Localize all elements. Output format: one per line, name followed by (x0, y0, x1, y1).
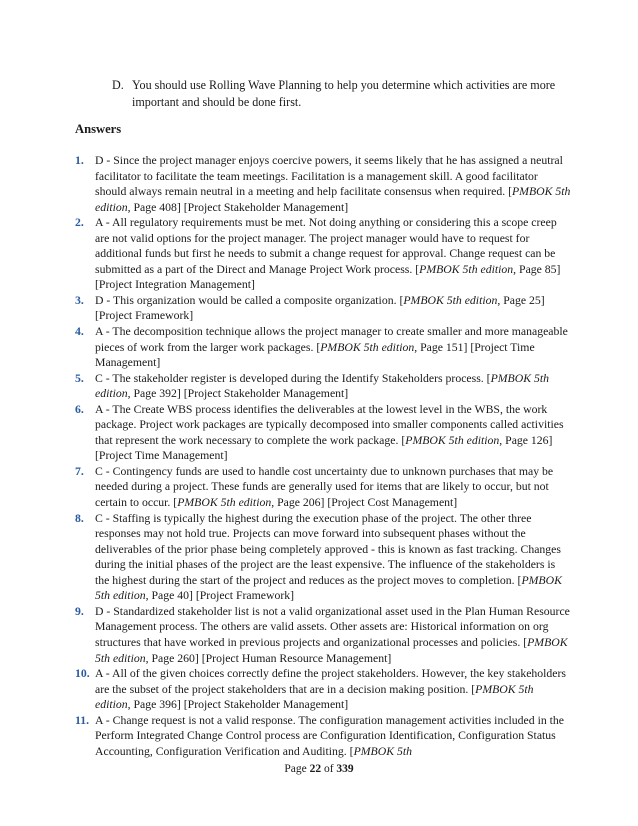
answer-text (95, 713, 572, 760)
answer-text (95, 464, 572, 511)
option-letter: D. (112, 78, 124, 92)
answer-number: 9. (75, 604, 84, 618)
answer-number: 10. (75, 667, 90, 681)
answer-item (75, 713, 572, 760)
answer-number: 8. (75, 511, 84, 525)
reference-title: PMBOK 5th edition (403, 293, 498, 307)
answer-text (95, 293, 572, 324)
answer-item (75, 464, 572, 511)
answer-text (95, 511, 572, 604)
answer-text (95, 215, 572, 293)
answer-item (75, 511, 572, 604)
answer-text (95, 153, 572, 215)
reference-title: PMBOK 5th edition (320, 340, 415, 354)
answer-text (95, 402, 572, 464)
answer-text-segment: D - This organization would be called a composite organization. [ (95, 293, 404, 307)
answer-number: 2. (75, 216, 84, 230)
answer-text-segment: , Page 25] [Project Framework] (95, 293, 545, 323)
option-text: You should use Rolling Wave Planning to help you determine which activities are more important and should be done first. (132, 78, 556, 109)
answer-text-segment: , Page 151] [Project Time Management] (95, 340, 535, 370)
answer-number: 3. (75, 293, 84, 307)
answer-text (95, 371, 572, 402)
reference-title: PMBOK 5th edition (95, 185, 571, 214)
current-page-number: 22 (309, 763, 322, 775)
reference-title: PMBOK 5th (353, 744, 412, 758)
answer-text (95, 666, 572, 713)
answer-number: 6. (75, 402, 84, 416)
answer-number: 4. (75, 325, 84, 339)
answer-number: 11. (75, 713, 90, 727)
answer-item (75, 371, 572, 402)
answer-number: 5. (75, 371, 84, 385)
answer-number: 7. (75, 464, 84, 478)
answer-text-segment: C - Staffing is typically the highest during the execution phase of the project. The other three responses may not hold true. Projects can move forward into subsequent phases without the deliverables of the prior phase being completely approved - this is known as fast tracking. Changes during the initial phases of the project are the least expensive. The influence of the stakeholders is the highest during the start of the project and reduces as the project moves to completion. [ (95, 511, 561, 587)
page-footer (0, 762, 638, 776)
answer-list (75, 153, 572, 759)
answer-text-segment: A - Change request is not a valid response. The configuration management activities included in the Perform Integrated Change Control process are Configuration Identification, Configuration Status Accounting, Configuration Verification and Auditing. [ (95, 713, 565, 758)
reference-title: PMBOK 5th edition (95, 573, 562, 603)
answer-text-segment: C - Contingency funds are used to handle cost uncertainty due to unknown purchases that may be needed during a project. These funds are generally used for items that are likely to occur, but not certain to occur. [ (95, 464, 554, 510)
answer-item (75, 402, 572, 464)
answer-text-segment: C - The stakeholder register is developed during the Identify Stakeholders process. [ (95, 371, 491, 385)
answer-text-segment: , Page 126] [Project Time Management] (95, 433, 553, 463)
reference-title: PMBOK 5th edition (95, 682, 534, 712)
answer-item (75, 293, 572, 324)
answer-text-segment: , Page 260] [Project Human Resource Management] (145, 651, 392, 665)
reference-title: PMBOK 5th edition (95, 371, 550, 401)
answer-item (75, 666, 572, 713)
answer-item (75, 604, 572, 666)
question-option-d (112, 77, 582, 110)
answers-heading: Answers (75, 122, 122, 136)
answer-text-segment: A - All of the given choices correctly define the project stakeholders. However, the key stakeholders are the subset of the project stakeholders that are in a decision making position. [ (95, 667, 566, 696)
answer-text-segment: , Page 396] [Project Stakeholder Management] (127, 698, 349, 712)
reference-title: PMBOK 5th edition (405, 433, 500, 447)
answer-number: 1. (75, 154, 84, 167)
reference-title: PMBOK 5th edition (95, 635, 568, 665)
answer-text-segment: , Page 408] [Project Stakeholder Management] (127, 200, 349, 214)
answer-item (75, 215, 572, 293)
answer-item (75, 153, 572, 215)
answer-text-segment: , Page 40] [Project Framework] (145, 589, 295, 603)
answer-text-segment: A - All regulatory requirements must be met. Not doing anything or considering this a scope creep are not valid options for the project manager. The project manager would have to request for additional funds but first he needs to submit a change request for approval. Change request can be submitted as a part of the Direct and Manage Project Work process. [ (95, 216, 557, 276)
answer-text-segment: A - The Create WBS process identifies the deliverables at the lowest level in the WBS, the work package. Project work packages are typically decomposed into smaller components called activities that represent the work necessary to complete the work package. [ (95, 402, 564, 447)
answer-text-segment: A - The decomposition technique allows the project manager to create smaller and more manageable pieces of work from the larger work packages. [ (95, 325, 568, 354)
page-label: Page (284, 763, 307, 775)
answer-text (95, 324, 572, 371)
answer-text-segment: , Page 85] [Project Integration Management] (95, 262, 561, 292)
answer-text-segment: D - Since the project manager enjoys coercive powers, it seems likely that he has assigned a neutral facilitator to facilitate the team meetings. Facilitation is a management skill. A good facilitator should always remain neutral in a meeting and help facilitate consensus when required. [ (95, 154, 563, 199)
answer-text-segment: , Page 392] [Project Stakeholder Management] (127, 387, 349, 401)
answer-item (75, 324, 572, 371)
answer-text-segment: D - Standardized stakeholder list is not a valid organizational asset used in the Plan Human Resource Management process. The others are valid assets. Other assets are: Historical information on org structures that have worked in previous projects and organizational processes and policies. [ (95, 604, 570, 649)
answer-text-segment: , Page 206] [Project Cost Management] (271, 496, 458, 510)
of-label: of (323, 763, 334, 775)
answer-text (95, 604, 572, 666)
reference-title: PMBOK 5th edition (177, 496, 272, 510)
total-page-number: 339 (336, 763, 354, 775)
reference-title: PMBOK 5th edition (419, 262, 514, 276)
